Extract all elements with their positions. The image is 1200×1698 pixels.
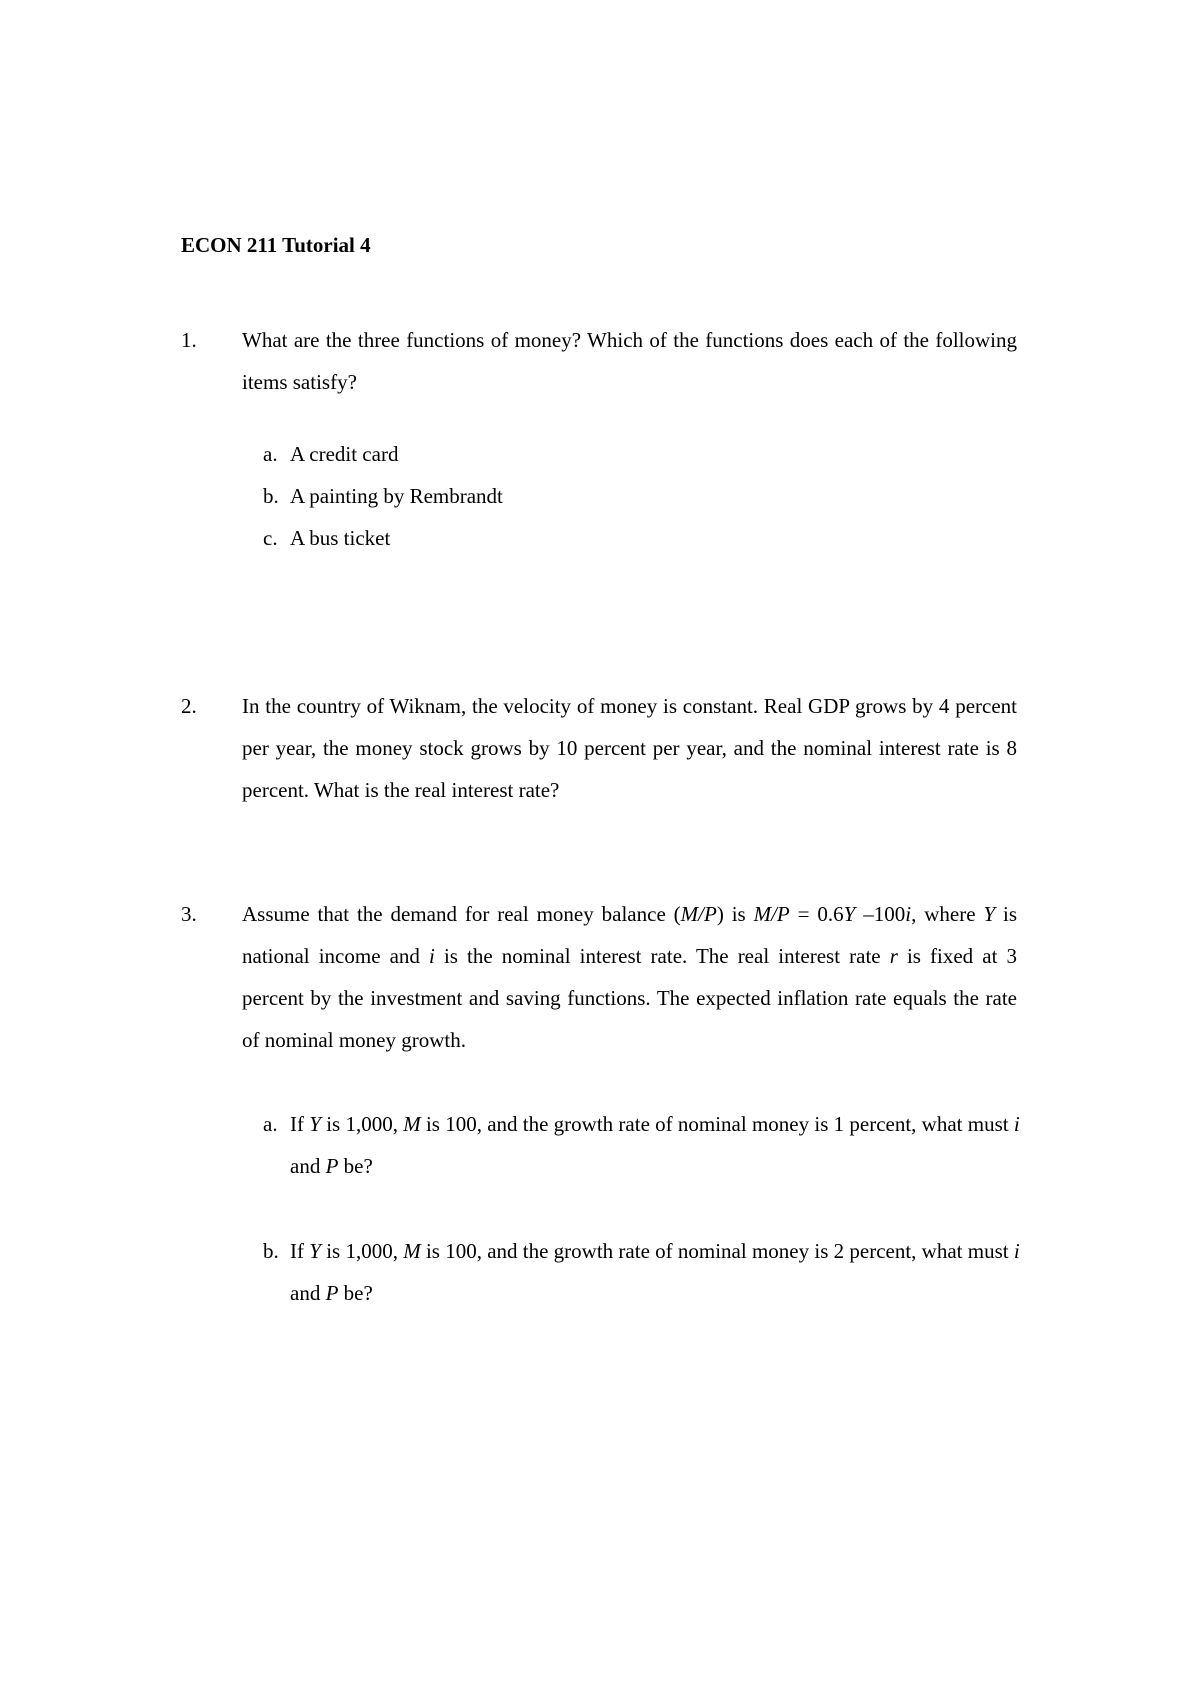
sub-question-letter: b.	[263, 1239, 279, 1263]
item-letter: c.	[263, 526, 278, 550]
question-number: 1.	[181, 328, 197, 352]
item-text: A bus ticket	[290, 526, 391, 550]
list-item	[263, 517, 390, 559]
document-title: ECON 211 Tutorial 4	[181, 233, 371, 257]
question-text: In the country of Wiknam, the velocity of money is constant. Real GDP grows by 4 percent per year, the money stock grows by 10 percent per year, and the nominal interest rate is 8 percent. What is the real interest rate?	[242, 694, 1017, 802]
list-item	[263, 475, 503, 517]
question-number: 3.	[181, 902, 197, 926]
list-item	[263, 433, 398, 475]
item-letter: a.	[263, 442, 278, 466]
item-letter: b.	[263, 484, 279, 508]
sub-question-text: If Y is 1,000, M is 100, and the growth rate of nominal money is 1 percent, what must i and P be?	[290, 1112, 1020, 1178]
question-text: Assume that the demand for real money balance (M/P) is M/P = 0.6Y –100i, where Y is national income and i is the nominal interest rate. The real interest rate r is fixed at 3 percent by the investment and saving functions. The expected inflation rate equals the rate of nominal money growth.	[242, 902, 1018, 1052]
item-text: A painting by Rembrandt	[290, 484, 503, 508]
question-number: 2.	[181, 694, 197, 718]
item-text: A credit card	[290, 442, 399, 466]
question-text: What are the three functions of money? Which of the functions does each of the following items satisfy?	[242, 328, 1017, 394]
sub-question-letter: a.	[263, 1112, 278, 1136]
sub-question-text: If Y is 1,000, M is 100, and the growth rate of nominal money is 2 percent, what must i and P be?	[290, 1239, 1020, 1305]
